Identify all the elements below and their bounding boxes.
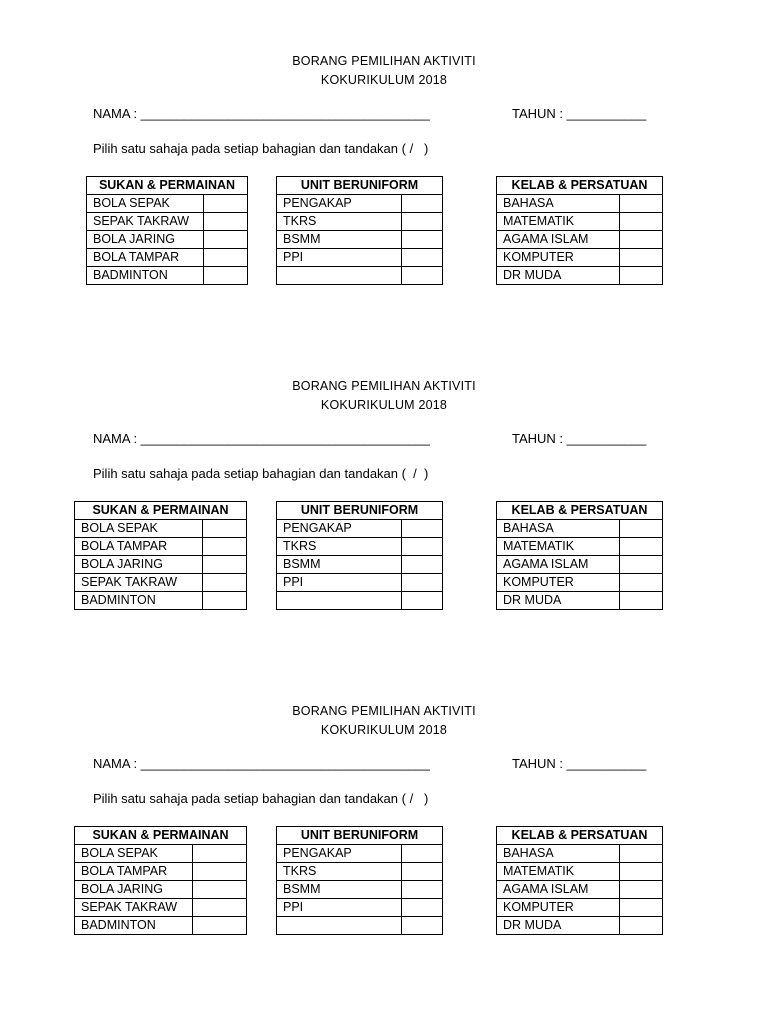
activity-label: BADMINTON [75, 592, 203, 610]
table-row [87, 213, 248, 231]
tick-box[interactable] [620, 863, 663, 881]
activity-label: DR MUDA [497, 592, 620, 610]
tick-box[interactable] [620, 556, 663, 574]
instruction-text: Pilih satu sahaja pada setiap bahagian dan tandakan ( / ) [93, 466, 429, 481]
unit-beruniform-table [276, 501, 443, 610]
tick-box[interactable] [193, 881, 247, 899]
tick-box[interactable] [193, 863, 247, 881]
activity-label: SEPAK TAKRAW [87, 213, 204, 231]
activity-label: BOLA SEPAK [87, 195, 204, 213]
tick-box[interactable] [402, 213, 443, 231]
table-row [497, 249, 663, 267]
form-title: BORANG PEMILIHAN AKTIVITI [292, 704, 476, 718]
activity-label: BOLA JARING [75, 881, 193, 899]
activity-label: AGAMA ISLAM [497, 556, 620, 574]
activity-label: BOLA TAMPAR [75, 863, 193, 881]
tahun-field[interactable]: TAHUN : ___________ [512, 431, 647, 446]
table-row [277, 231, 443, 249]
tick-box[interactable] [203, 556, 247, 574]
activity-label: BOLA JARING [75, 556, 203, 574]
tick-box[interactable] [402, 195, 443, 213]
activity-form-2 [0, 378, 768, 678]
table-header: SUKAN & PERMAINAN [75, 502, 247, 520]
unit-beruniform-table [276, 826, 443, 935]
tick-box[interactable] [402, 917, 443, 935]
table-row [277, 195, 443, 213]
table-row [277, 592, 443, 610]
table-row [277, 538, 443, 556]
activity-label: AGAMA ISLAM [497, 881, 620, 899]
table-row [497, 863, 663, 881]
activity-label [277, 917, 402, 935]
tick-box[interactable] [620, 520, 663, 538]
tick-box[interactable] [620, 845, 663, 863]
table-row [277, 574, 443, 592]
activity-label: DR MUDA [497, 917, 620, 935]
tick-box[interactable] [402, 520, 443, 538]
table-row [497, 899, 663, 917]
activity-label: MATEMATIK [497, 538, 620, 556]
table-row [277, 249, 443, 267]
table-row [87, 249, 248, 267]
table-header: UNIT BERUNIFORM [277, 502, 443, 520]
form-subtitle: KOKURIKULUM 2018 [320, 398, 448, 412]
tick-box[interactable] [193, 845, 247, 863]
tick-box[interactable] [204, 267, 248, 285]
tick-box[interactable] [620, 538, 663, 556]
table-row [277, 213, 443, 231]
table-header: SUKAN & PERMAINAN [87, 177, 248, 195]
activity-label: SEPAK TAKRAW [75, 574, 203, 592]
tick-box[interactable] [402, 863, 443, 881]
activity-label: BOLA JARING [87, 231, 204, 249]
table-row [277, 899, 443, 917]
nama-field[interactable]: NAMA : ________________________________________ [93, 756, 430, 771]
kelab-persatuan-table [496, 176, 663, 285]
tick-box[interactable] [402, 592, 443, 610]
tick-box[interactable] [203, 538, 247, 556]
sukan-permainan-table [86, 176, 248, 285]
sukan-permainan-table [74, 826, 247, 935]
activity-form-3 [0, 703, 768, 1003]
table-row [75, 899, 247, 917]
tahun-field[interactable]: TAHUN : ___________ [512, 106, 647, 121]
activity-label: PPI [277, 574, 402, 592]
activity-label [277, 592, 402, 610]
table-row [497, 592, 663, 610]
table-row [75, 845, 247, 863]
table-row [497, 195, 663, 213]
table-row [75, 520, 247, 538]
table-row [75, 881, 247, 899]
table-row [75, 574, 247, 592]
table-row [497, 231, 663, 249]
kelab-persatuan-table [496, 826, 663, 935]
activity-label: TKRS [277, 538, 402, 556]
activity-label: BSMM [277, 231, 402, 249]
tick-box[interactable] [620, 231, 663, 249]
tick-box[interactable] [620, 917, 663, 935]
table-row [497, 845, 663, 863]
activity-label: BAHASA [497, 520, 620, 538]
instruction-text: Pilih satu sahaja pada setiap bahagian dan tandakan ( / ) [93, 141, 429, 156]
tick-box[interactable] [402, 574, 443, 592]
activity-label: SEPAK TAKRAW [75, 899, 193, 917]
activity-label: KOMPUTER [497, 899, 620, 917]
tick-box[interactable] [402, 267, 443, 285]
table-row [497, 267, 663, 285]
activity-label: BOLA TAMPAR [75, 538, 203, 556]
activity-label: BOLA SEPAK [75, 520, 203, 538]
unit-beruniform-table [276, 176, 443, 285]
activity-label: TKRS [277, 213, 402, 231]
tick-box[interactable] [402, 231, 443, 249]
tick-box[interactable] [204, 231, 248, 249]
table-row [277, 881, 443, 899]
tick-box[interactable] [620, 881, 663, 899]
activity-label [277, 267, 402, 285]
activity-label: BADMINTON [87, 267, 204, 285]
table-row [497, 213, 663, 231]
table-row [87, 267, 248, 285]
tick-box[interactable] [203, 520, 247, 538]
tick-box[interactable] [402, 881, 443, 899]
activity-label: BOLA SEPAK [75, 845, 193, 863]
activity-label: BAHASA [497, 195, 620, 213]
tick-box[interactable] [620, 592, 663, 610]
table-row [497, 538, 663, 556]
kelab-persatuan-table [496, 501, 663, 610]
form-subtitle: KOKURIKULUM 2018 [320, 723, 448, 737]
activity-label: TKRS [277, 863, 402, 881]
activity-label: PENGAKAP [277, 520, 402, 538]
table-row [277, 267, 443, 285]
activity-label: PPI [277, 249, 402, 267]
tick-box[interactable] [620, 899, 663, 917]
activity-label: KOMPUTER [497, 249, 620, 267]
table-row [87, 231, 248, 249]
tick-box[interactable] [620, 574, 663, 592]
tick-box[interactable] [402, 538, 443, 556]
table-header: UNIT BERUNIFORM [277, 827, 443, 845]
table-header: KELAB & PERSATUAN [497, 502, 663, 520]
tick-box[interactable] [620, 195, 663, 213]
tick-box[interactable] [203, 574, 247, 592]
table-row [277, 556, 443, 574]
activity-label: MATEMATIK [497, 213, 620, 231]
table-row [87, 195, 248, 213]
tick-box[interactable] [193, 899, 247, 917]
nama-field[interactable]: NAMA : ________________________________________ [93, 431, 430, 446]
activity-label: BADMINTON [75, 917, 193, 935]
table-header: SUKAN & PERMAINAN [75, 827, 247, 845]
table-row [75, 592, 247, 610]
tick-box[interactable] [402, 249, 443, 267]
table-row [75, 538, 247, 556]
activity-label: PENGAKAP [277, 845, 402, 863]
table-row [75, 863, 247, 881]
tick-box[interactable] [402, 845, 443, 863]
table-header: UNIT BERUNIFORM [277, 177, 443, 195]
activity-label: BSMM [277, 556, 402, 574]
table-row [75, 917, 247, 935]
activity-label: PPI [277, 899, 402, 917]
activity-label: DR MUDA [497, 267, 620, 285]
table-row [277, 863, 443, 881]
form-title: BORANG PEMILIHAN AKTIVITI [292, 379, 476, 393]
tick-box[interactable] [204, 195, 248, 213]
activity-label: MATEMATIK [497, 863, 620, 881]
table-row [497, 881, 663, 899]
table-row [497, 917, 663, 935]
tick-box[interactable] [620, 249, 663, 267]
activity-label: AGAMA ISLAM [497, 231, 620, 249]
tick-box[interactable] [402, 899, 443, 917]
table-row [277, 520, 443, 538]
activity-label: PENGAKAP [277, 195, 402, 213]
tahun-field[interactable]: TAHUN : ___________ [512, 756, 647, 771]
table-row [277, 917, 443, 935]
activity-label: KOMPUTER [497, 574, 620, 592]
activity-label: BAHASA [497, 845, 620, 863]
table-header: KELAB & PERSATUAN [497, 177, 663, 195]
table-header: KELAB & PERSATUAN [497, 827, 663, 845]
tick-box[interactable] [204, 249, 248, 267]
sukan-permainan-table [74, 501, 247, 610]
form-title: BORANG PEMILIHAN AKTIVITI [292, 54, 476, 68]
activity-form-1 [0, 53, 768, 353]
form-subtitle: KOKURIKULUM 2018 [320, 73, 448, 87]
tick-box[interactable] [193, 917, 247, 935]
table-row [75, 556, 247, 574]
tick-box[interactable] [620, 267, 663, 285]
nama-field[interactable]: NAMA : ________________________________________ [93, 106, 430, 121]
table-row [497, 556, 663, 574]
table-row [277, 845, 443, 863]
activity-label: BSMM [277, 881, 402, 899]
table-row [497, 574, 663, 592]
tick-box[interactable] [620, 213, 663, 231]
tick-box[interactable] [402, 556, 443, 574]
tick-box[interactable] [203, 592, 247, 610]
tick-box[interactable] [204, 213, 248, 231]
table-row [497, 520, 663, 538]
activity-label: BOLA TAMPAR [87, 249, 204, 267]
instruction-text: Pilih satu sahaja pada setiap bahagian dan tandakan ( / ) [93, 791, 429, 806]
